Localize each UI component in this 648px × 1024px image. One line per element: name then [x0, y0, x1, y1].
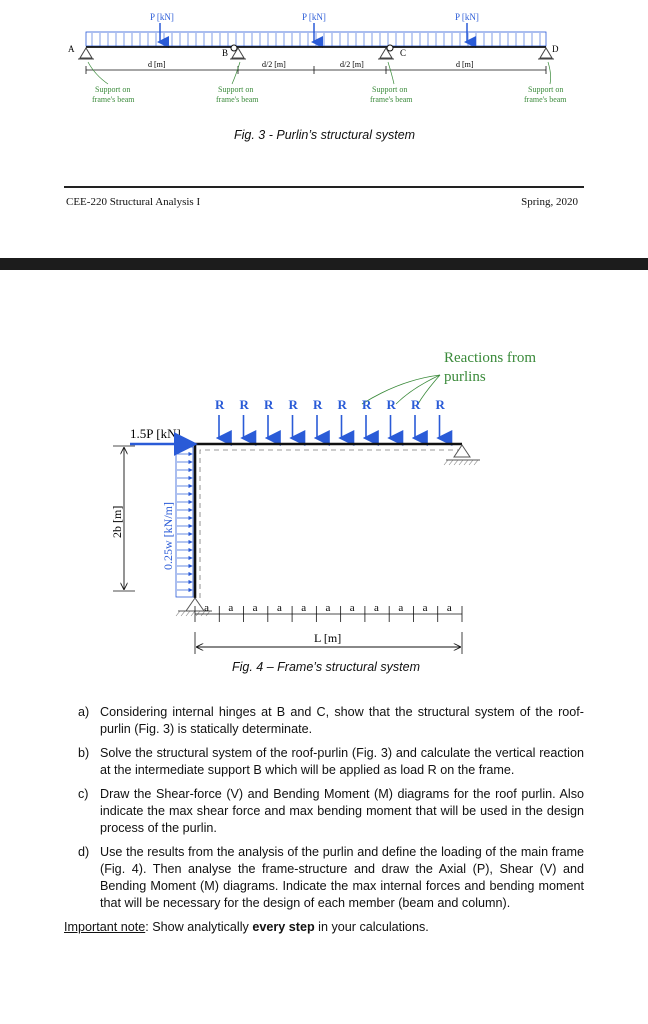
fig3-load-label-2: P [kN]	[302, 12, 326, 22]
question-text: Solve the structural system of the roof-purlin (Fig. 3) and calculate the vertical reaction at the intermediate support B which will be applied as load R on the frame.	[100, 746, 584, 777]
question-c	[64, 786, 584, 837]
fig3-hinge-c	[387, 45, 393, 51]
fig3-support-label-1a: Support on	[95, 85, 131, 94]
questions-list	[64, 704, 584, 936]
fig4-r-label: R	[239, 397, 249, 412]
important-note	[64, 919, 584, 936]
note-after: in your calculations.	[314, 920, 429, 934]
fig4-reactions-label-2: purlins	[444, 369, 486, 385]
question-label: c)	[78, 787, 89, 801]
fig4-r-label: R	[313, 397, 323, 412]
fig4-wind-load-label: 0.25w [kN/m]	[161, 502, 175, 570]
fig3-purlin-diagram	[0, 0, 648, 190]
fig4-frame-dashed	[200, 450, 462, 598]
fig4-spacing-label: a	[374, 602, 379, 614]
fig4-spacing-label: a	[252, 602, 258, 614]
fig3-hinge-b	[231, 45, 237, 51]
question-label: b)	[78, 746, 90, 760]
fig4-spacing-label: a	[228, 602, 234, 614]
fig3-support-label-3b: frame's beam	[370, 95, 413, 104]
fig4-r-label: R	[386, 397, 396, 412]
fig3-node-a: A	[68, 44, 75, 54]
fig3-dim-4: d [m]	[456, 60, 474, 69]
fig4-r-loads	[215, 397, 446, 438]
fig3-caption: Fig. 3 - Purlin’s structural system	[234, 128, 416, 142]
page-top	[0, 0, 648, 258]
fig4-spacing-label: a	[349, 602, 355, 614]
fig4-support-right	[444, 445, 480, 465]
fig4-lateral-load-label: 1.5P [kN]	[130, 426, 181, 441]
fig4-r-label: R	[362, 397, 372, 412]
question-a	[64, 704, 584, 738]
note-label: Important note	[64, 920, 146, 934]
fig4-r-label: R	[264, 397, 274, 412]
fig4-spacing-label: a	[325, 602, 331, 614]
page-separator	[0, 258, 648, 270]
fig3-dim-3: d/2 [m]	[340, 60, 364, 69]
question-text: Draw the Shear-force (V) and Bending Moment (M) diagrams for the roof purlin. Also indicate the max shear force and max bending moment that will be used in the design process of the purlin.	[100, 787, 584, 835]
fig4-reactions-label-1: Reactions from	[444, 350, 537, 366]
fig4-r-label: R	[288, 397, 298, 412]
fig3-support-label-1b: frame's beam	[92, 95, 135, 104]
footer-rule	[64, 186, 584, 188]
fig4-spacing-marks	[195, 602, 462, 622]
question-label: a)	[78, 705, 90, 719]
fig4-span-label: L [m]	[314, 631, 342, 645]
fig3-node-b: B	[222, 48, 229, 58]
note-before: Show analytically	[152, 920, 253, 934]
question-b	[64, 745, 584, 779]
fig3-node-d: D	[552, 44, 559, 54]
fig3-support-label-2a: Support on	[218, 85, 254, 94]
fig4-spacing-label: a	[276, 602, 282, 614]
fig4-r-label: R	[337, 397, 347, 412]
fig4-spacing-label: a	[446, 602, 452, 614]
note-bold: every step	[252, 920, 315, 934]
fig3-support-label-4a: Support on	[528, 85, 564, 94]
fig4-spacing-label: a	[422, 602, 428, 614]
note-sep: :	[145, 920, 153, 934]
fig3-support-labels	[92, 85, 567, 104]
footer-course: CEE-220 Structural Analysis I	[66, 196, 201, 208]
fig3-dim-1: d [m]	[148, 60, 166, 69]
fig4-reactions-leaders	[362, 375, 440, 404]
fig3-load-label-3: P [kN]	[455, 12, 479, 22]
fig4-r-label: R	[411, 397, 421, 412]
question-d	[64, 844, 584, 912]
fig4-r-label: R	[435, 397, 445, 412]
fig3-load-label-1: P [kN]	[150, 12, 174, 22]
question-text: Considering internal hinges at B and C, show that the structural system of the roof-purlin (Fig. 3) is statically determinate.	[100, 705, 584, 736]
fig4-frame-diagram	[0, 270, 648, 690]
fig3-support-label-2b: frame's beam	[216, 95, 259, 104]
fig3-distributed-load-ticks	[92, 33, 540, 46]
fig4-wind-load-arrows	[177, 454, 192, 590]
fig3-support-label-3a: Support on	[372, 85, 408, 94]
fig4-caption: Fig. 4 – Frame’s structural system	[232, 660, 421, 674]
fig4-spacing-label: a	[301, 602, 307, 614]
fig4-height-label: 2b [m]	[110, 505, 124, 538]
fig4-wind-load-box	[176, 447, 193, 597]
question-text: Use the results from the analysis of the purlin and define the loading of the main frame (Fig. 4). Then analyse the frame-structure and draw the Axial (P), Shear (V) and Bending Moment (M) diagrams. Indicate the max internal forces and bending moment that will be necessary for the design of each member (beam and column).	[100, 845, 584, 910]
fig3-support-a	[78, 48, 94, 59]
fig4-spacing-label: a	[204, 602, 210, 614]
question-label: d)	[78, 845, 90, 859]
fig4-r-label: R	[215, 397, 225, 412]
fig4-spacing-label: a	[398, 602, 404, 614]
fig3-support-label-4b: frame's beam	[524, 95, 567, 104]
fig3-node-c: C	[400, 48, 407, 58]
footer-term: Spring, 2020	[521, 196, 578, 208]
fig3-dim-2: d/2 [m]	[262, 60, 286, 69]
